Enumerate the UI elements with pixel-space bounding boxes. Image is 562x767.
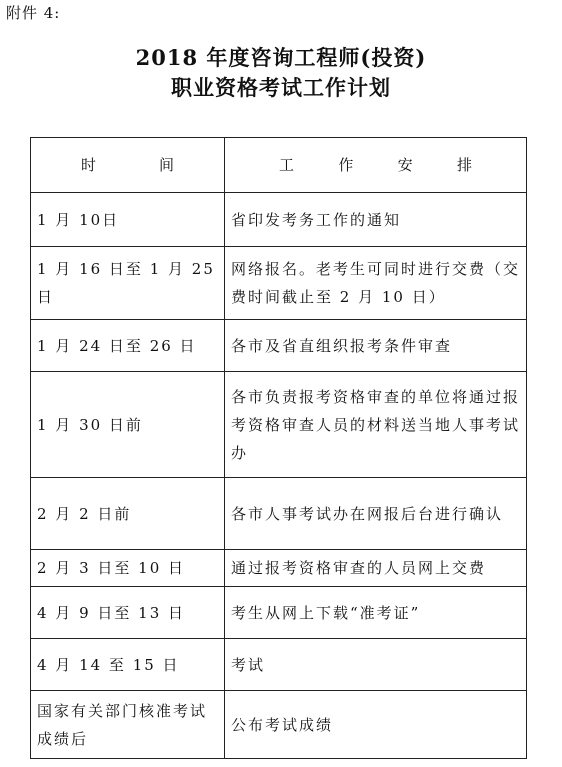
table-row — [31, 639, 527, 691]
schedule-table — [30, 137, 527, 759]
work-cell: 考试 — [225, 639, 527, 691]
work-header-char: 排 — [456, 156, 472, 174]
time-cell: 1 月 30 日前 — [31, 372, 225, 478]
work-cell: 各市人事考试办在网报后台进行确认 — [225, 478, 527, 550]
time-cell: 2 月 2 日前 — [31, 478, 225, 550]
time-cell: 1 月 24 日至 26 日 — [31, 320, 225, 372]
work-cell: 各市负责报考资格审查的单位将通过报考资格审查人员的材料送当地人事考试办 — [225, 372, 527, 478]
work-cell: 省印发考务工作的通知 — [225, 193, 527, 247]
work-header-char: 工 — [279, 156, 295, 174]
work-cell: 各市及省直组织报考条件审查 — [225, 320, 527, 372]
work-header-char: 作 — [338, 156, 354, 174]
table-row — [31, 691, 527, 759]
page-title-line-1: 2018 年度咨询工程师(投资) — [135, 45, 427, 70]
time-cell: 1 月 16 日至 1 月 25 日 — [31, 247, 225, 320]
time-header-char: 间 — [158, 156, 174, 174]
time-cell: 1 月 10日 — [31, 193, 225, 247]
table-row — [31, 372, 527, 478]
time-cell: 2 月 3 日至 10 日 — [31, 550, 225, 587]
table-row — [31, 587, 527, 639]
time-header-char: 时 — [81, 156, 97, 174]
table-row — [31, 193, 527, 247]
time-cell: 4 月 14 至 15 日 — [31, 639, 225, 691]
work-header-char: 安 — [397, 156, 413, 174]
work-cell: 通过报考资格审查的人员网上交费 — [225, 550, 527, 587]
work-column-header — [225, 138, 527, 193]
table-header-row — [31, 138, 527, 193]
table-row — [31, 550, 527, 587]
time-cell: 4 月 9 日至 13 日 — [31, 587, 225, 639]
work-cell: 网络报名。老考生可同时进行交费（交费时间截止至 2 月 10 日） — [225, 247, 527, 320]
page-title-line-2: 职业资格考试工作计划 — [171, 75, 391, 100]
work-cell: 公布考试成绩 — [225, 691, 527, 759]
table-row — [31, 247, 527, 320]
table-row — [31, 320, 527, 372]
table-row — [31, 478, 527, 550]
time-column-header — [31, 138, 225, 193]
work-cell: 考生从网上下载“准考证” — [225, 587, 527, 639]
attachment-label: 附件 4: — [6, 4, 61, 22]
time-cell: 国家有关部门核准考试成绩后 — [31, 691, 225, 759]
